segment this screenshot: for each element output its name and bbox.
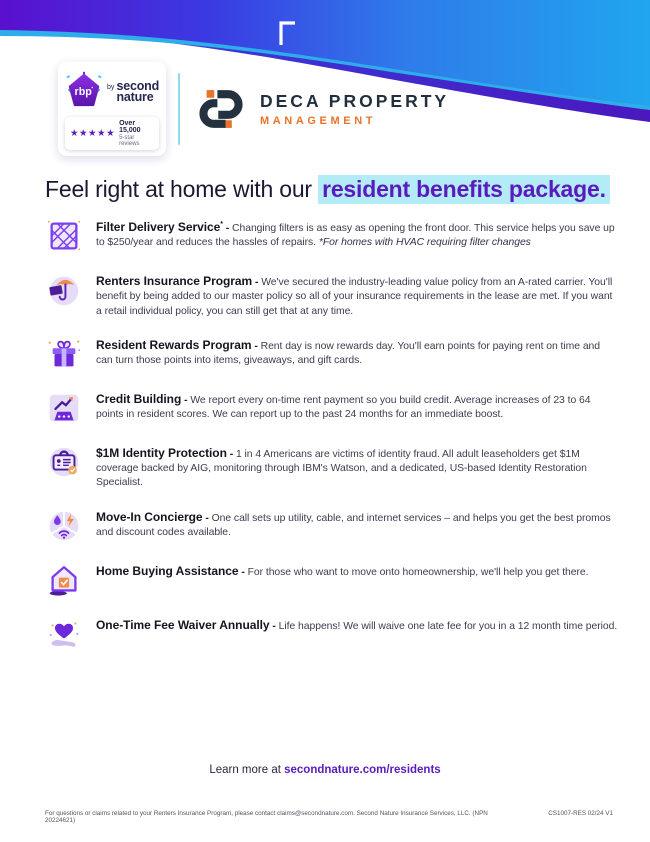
benefit-body: One call sets up utility, cable, and internet services – and helps you get the best promos and discount codes available. [96,512,611,538]
benefit-separator: - [238,566,248,578]
learn-more-line [0,764,650,776]
benefit-separator: - [269,620,279,632]
deca-name: DECA PROPERTY [260,91,450,112]
home-buying-icon [45,561,83,599]
benefit-title: Credit Building [96,391,182,406]
benefit-row [45,273,619,319]
benefit-separator: - [252,277,262,288]
benefit-row [45,391,619,427]
legal-row [45,810,613,824]
benefit-title: Filter Delivery Service* [96,220,223,234]
benefit-title: Home Buying Assistance [96,563,239,578]
benefit-separator: - [226,448,236,460]
benefit-row [45,219,619,255]
benefit-body: Changing filters is as easy as opening the front door. This service helps you save up to $250/year and reduces the hassles of repairs. [96,223,615,249]
heart-hand-icon [45,615,83,653]
benefits-list [45,219,619,671]
deca-subtitle: MANAGEMENT [260,115,377,128]
five-star-icons: ★★★★★ [70,127,116,139]
headline-highlight: resident benefits package. [318,175,610,204]
move-in-concierge-icon [45,507,83,545]
by-word: by [107,83,115,91]
legal-text: For questions or claims related to your Renters Insurance Program, please contact claims@secondnature.com. Second Nature Insurance Services, LLC. (NPN 20224621) [45,810,488,824]
second-nature-wordmark [107,78,159,104]
deca-logo [194,82,449,136]
benefit-body: We've secured the industry-leading value policy from an A-rated carrier. You'll benefit by being added to our master policy so all of your insurance requirements in the lease are met. If you want a retail individual policy, you can still get that at any time. [96,277,613,317]
benefit-title: One-Time Fee Waiver Annually [96,617,270,632]
benefit-title: Resident Rewards Program [96,337,252,352]
benefit-footnote: *For homes with HVAC requiring filter changes [315,237,531,249]
logo-divider [178,73,180,145]
benefit-title: $1M Identity Protection [96,445,227,460]
logo-row [58,62,449,156]
benefit-title: Renters Insurance Program [96,274,253,288]
corner-bracket-decoration [279,21,296,45]
benefit-body: We report every on-time rent payment so you build credit. Average increases of 23 to 64 points in resident scores. We can report up to the past 24 months for an immediate boost. [96,394,591,420]
document-code: CS1007-RES 02/24 V1 [548,810,613,817]
benefit-row [45,617,619,653]
benefit-separator: - [181,394,191,406]
benefit-separator: - [222,223,233,234]
reviews-pill [65,117,159,150]
benefit-title: Move-In Concierge [96,509,203,524]
benefit-body: 1 in 4 Americans are victims of identity fraud. All adult leaseholders get $1M coverage backed by AIG, monitoring through IBM's Watson, and a dedicated, US-based Identity Restoration Specialist. [96,448,587,489]
headline-prefix: Feel right at home with our [45,176,319,202]
gift-icon [45,335,83,373]
learn-more-prefix: Learn more at [209,764,285,776]
filter-icon [45,217,83,255]
credit-building-icon [45,389,83,427]
identity-protection-icon [45,443,83,481]
benefit-row [45,337,619,373]
benefit-body: Rent day is now rewards day. You'll earn points for paying rent on time and can turn those points into items, giveaways, and gift cards. [96,340,601,366]
benefit-body: Life happens! We will waive one late fee for you in a 12 month time period. [278,620,618,632]
umbrella-icon [45,271,83,309]
residents-link[interactable]: secondnature.com/residents [284,764,441,776]
page-title [45,176,625,203]
benefit-separator: - [202,512,212,524]
benefit-row [45,445,619,491]
benefit-separator: - [251,340,261,352]
reviews-count: Over 15,000 [119,120,141,135]
brand-line1: second [116,78,159,93]
deca-monogram-icon [194,82,248,136]
benefit-row [45,563,619,599]
brand-line2: nature [116,90,154,104]
benefit-row [45,509,619,545]
reviews-caption: 5-star reviews [119,134,140,147]
benefit-body: For those who want to move onto homeownership, we'll help you get there. [247,566,589,578]
rbp-logo-icon [65,68,103,112]
rbp-badge-card [58,62,166,156]
